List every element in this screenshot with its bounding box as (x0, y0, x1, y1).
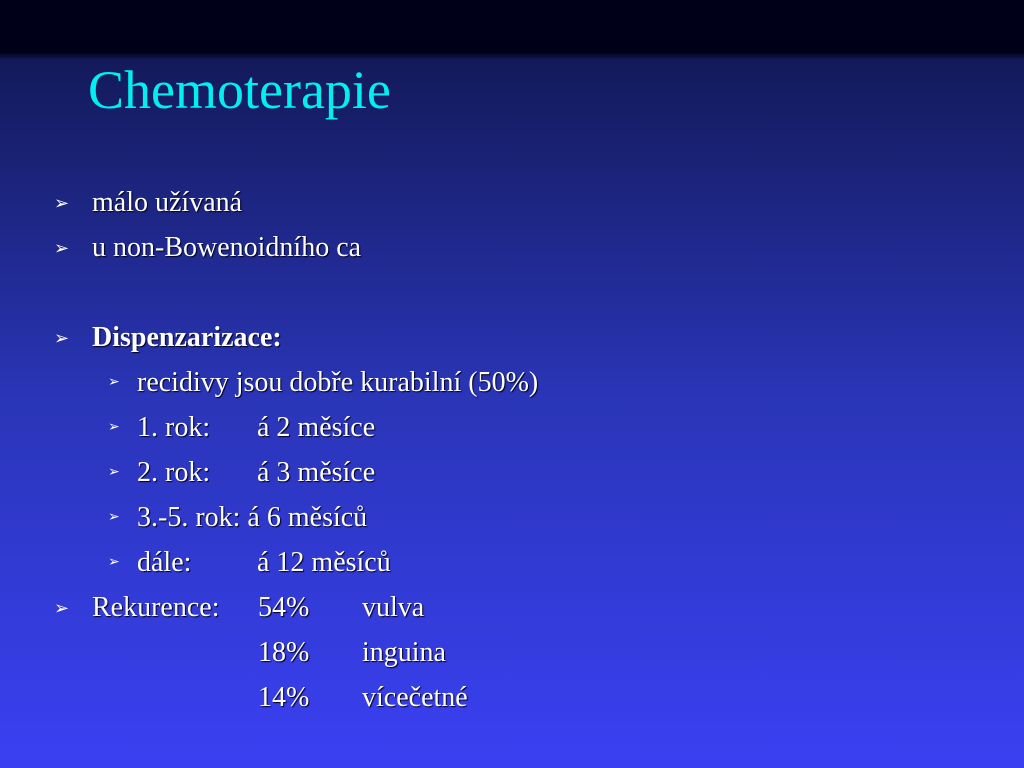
sub-bullet-item: 3.-5. rok: á 6 měsíců (137, 502, 368, 533)
arrow-bullet-icon: ➢ (54, 598, 70, 618)
arrow-bullet-icon: ➢ (54, 193, 70, 213)
recurrence-site: inguina (362, 637, 446, 668)
slide-title: Chemoterapie (88, 60, 391, 120)
arrow-bullet-icon: ➢ (108, 510, 120, 525)
sub-bullet-value: á 2 měsíce (257, 412, 376, 443)
arrow-bullet-icon: ➢ (108, 465, 120, 480)
sub-bullet-label: 1. rok: (137, 412, 211, 443)
sub-bullet-item: recidivy jsou dobře kurabilní (50%) (137, 367, 539, 398)
recurrence-site: vícečetné (362, 682, 468, 713)
recurrence-site: vulva (362, 592, 425, 623)
sub-bullet-label: dále: (137, 547, 192, 578)
bullet-item: u non-Bowenoidního ca (92, 232, 362, 263)
sub-bullet-value: á 3 měsíce (257, 457, 376, 488)
bullet-item: málo užívaná (92, 187, 243, 218)
arrow-bullet-icon: ➢ (108, 555, 120, 570)
recurrence-percent: 18% (258, 637, 310, 668)
recurrence-percent: 54% (258, 592, 310, 623)
arrow-bullet-icon: ➢ (108, 420, 120, 435)
recurrence-percent: 14% (258, 682, 310, 713)
bullet-item-heading: Dispenzarizace: (92, 322, 282, 353)
sub-bullet-value: á 12 měsíců (257, 547, 391, 578)
recurrence-label: Rekurence: (92, 592, 220, 623)
sub-bullet-label: 2. rok: (137, 457, 211, 488)
arrow-bullet-icon: ➢ (54, 328, 70, 348)
arrow-bullet-icon: ➢ (108, 375, 120, 390)
arrow-bullet-icon: ➢ (54, 238, 70, 258)
